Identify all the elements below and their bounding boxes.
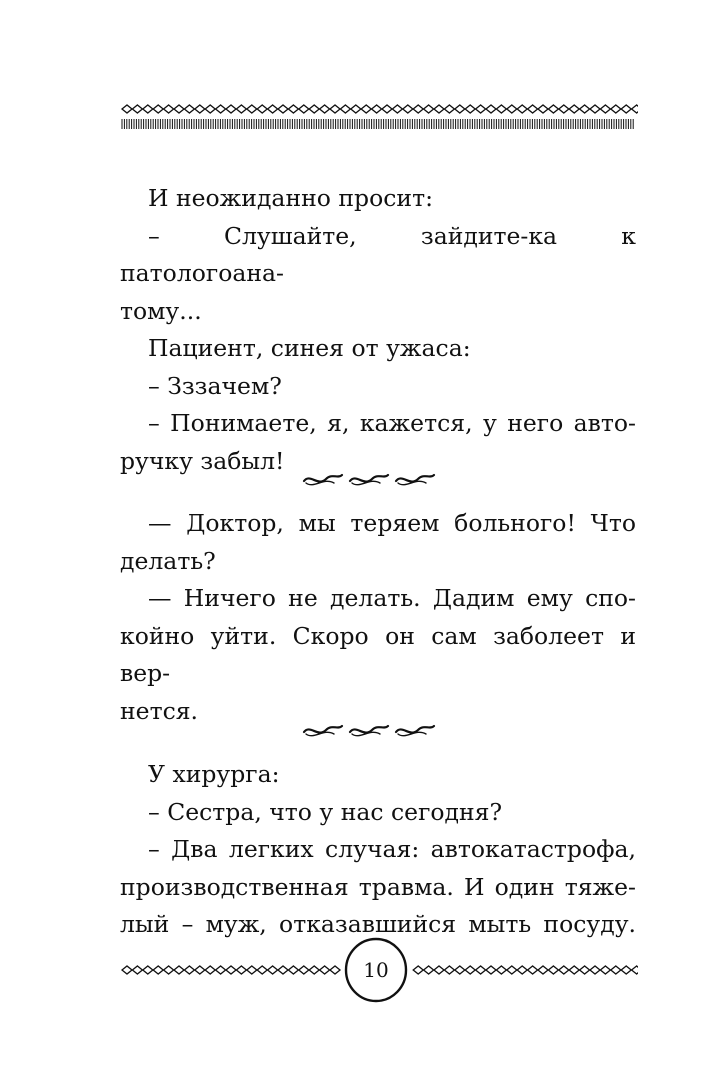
ornament-diamond [580,105,590,113]
ornament-diamond [424,966,434,974]
wave-ornament [396,726,434,733]
section-divider-ornament [296,716,446,744]
ornament-diamond [476,105,486,113]
ornament-diamond [486,966,496,974]
text-line: нется. [120,696,199,725]
ornament-diamond [132,966,142,974]
ornament-diamond [340,105,350,113]
ornament-diamond [205,105,215,113]
ornament-diamond [320,105,330,113]
ornament-diamond [351,105,361,113]
ornament-diamond [548,966,558,974]
ornament-diamond [600,966,610,974]
ornament-diamond [434,105,444,113]
ornament-diamond [548,105,558,113]
ornament-diamond [538,966,548,974]
ornament-diamond [611,105,621,113]
ornament-diamond [205,966,215,974]
ornament-diamond [538,105,548,113]
ornament-diamond [122,966,132,974]
section-divider-ornament [296,465,446,493]
section-1 [120,180,636,480]
text-line: У хирурга: [148,760,280,788]
text-line: – Два легких случая: автокатастрофа, [148,835,636,863]
text-line: ручку забыл! [120,446,285,475]
text-line: делать? [120,546,216,575]
ornament-diamond [517,105,527,113]
ornament-diamond [590,966,600,974]
wave-ornament [350,726,388,733]
text-line: – Понимаете, я, кажется, у него авто- [148,409,636,437]
ornament-diamond [486,105,496,113]
ornament-diamond [403,105,413,113]
text-line: — Ничего не делать. Дадим ему спо- [148,584,636,612]
ornament-diamond [195,966,205,974]
ornament-diamond [455,966,465,974]
ornament-diamond [476,966,486,974]
wave-ornament [304,475,342,482]
ornament-diamond [288,105,298,113]
ornament-diamond [143,105,153,113]
ornament-diamond [496,966,506,974]
ornament-diamond [569,105,579,113]
ornament-diamond [330,966,340,974]
ornament-diamond [174,105,184,113]
ornament-diamond [226,105,236,113]
ornament-diamond [517,966,527,974]
text-line: лый – муж, отказавшийся мыть посуду. [120,910,636,938]
ornament-diamond [226,966,236,974]
text-line: — Доктор, мы теряем больного! Что [148,509,636,537]
ornament-diamond [278,105,288,113]
ornament-diamond [164,105,174,113]
ornament-diamond [268,105,278,113]
ornament-diamond [382,105,392,113]
ornament-diamond [288,966,298,974]
section-3 [120,756,636,944]
ornament-diamond [413,105,423,113]
ornament-diamond [559,105,569,113]
ornament-diamond [465,105,475,113]
ornament-diamond [434,966,444,974]
ornament-diamond [465,966,475,974]
ornament-diamond [153,105,163,113]
ornament-diamond [174,966,184,974]
ornament-diamond [236,966,246,974]
ornament-diamond [299,966,309,974]
ornament-diamond [528,105,538,113]
ornament-diamond [621,966,631,974]
ornament-diamond [507,966,517,974]
ornament-diamond [413,966,423,974]
ornament-diamond [590,105,600,113]
ornament-diamond [184,966,194,974]
text-line: – Зззачем? [148,371,282,400]
ornament-diamond [143,966,153,974]
ornament-diamond [632,105,638,113]
text-line: тому... [120,296,202,325]
ornament-diamond [444,966,454,974]
text-line: Пациент, синея от ужаса: [148,334,471,362]
ornament-diamond [132,105,142,113]
ornament-diamond [600,105,610,113]
ornament-diamond [507,105,517,113]
ornament-diamond [611,966,621,974]
ornament-diamond [257,966,267,974]
ornament-diamond [309,966,319,974]
ornament-diamond [320,966,330,974]
ornament-diamond [236,105,246,113]
ornament-diamond [122,105,132,113]
ornament-diamond [195,105,205,113]
text-line: И неожиданно просит: [148,184,433,212]
wave-ornament [396,475,434,482]
text-line: – Сестра, что у нас сегодня? [148,797,503,826]
ornament-diamond [559,966,569,974]
ornament-diamond [528,966,538,974]
ornament-diamond [247,105,257,113]
ornament-diamond [216,105,226,113]
ornament-diamond [392,105,402,113]
ornament-diamond [580,966,590,974]
ornament-diamond [569,966,579,974]
page-number: 10 [363,958,389,982]
top-ornament-border [118,101,638,135]
ornament-diamond [216,966,226,974]
ornament-diamond [330,105,340,113]
ornament-diamond [257,105,267,113]
text-line: койно уйти. Скоро он сам заболеет и вер- [120,621,636,687]
ornament-diamond [632,966,638,974]
text-line: производственная травма. И один тяже- [120,872,636,901]
ornament-diamond [424,105,434,113]
ornament-diamond [621,105,631,113]
text-line: – Слушайте, зайдите-ка к патологоана- [120,221,636,287]
ornament-diamond [496,105,506,113]
wave-ornament [304,726,342,733]
ornament-diamond [278,966,288,974]
wave-ornament [350,475,388,482]
ornament-diamond [268,966,278,974]
ornament-diamond [444,105,454,113]
ornament-diamond [184,105,194,113]
ornament-diamond [372,105,382,113]
section-2 [120,505,636,730]
ornament-diamond [164,966,174,974]
ornament-diamond [153,966,163,974]
ornament-diamond [247,966,257,974]
ornament-diamond [309,105,319,113]
ornament-diamond [455,105,465,113]
ornament-diamond [361,105,371,113]
ornament-diamond [299,105,309,113]
